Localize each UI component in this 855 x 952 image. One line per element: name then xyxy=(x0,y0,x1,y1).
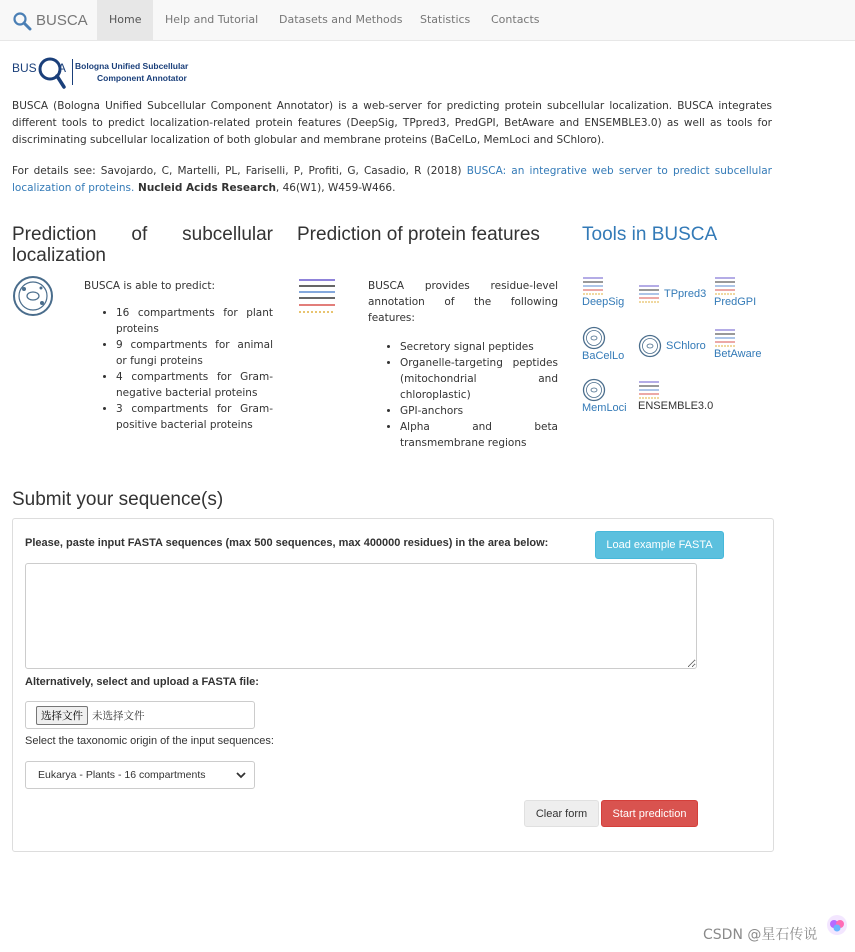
submit-title: Submit your sequence(s) xyxy=(12,489,224,510)
col3-title: Tools in BUSCA xyxy=(582,224,718,245)
file-input[interactable] xyxy=(25,701,255,729)
tool-label: TPpred3 xyxy=(664,288,707,300)
list-item: • Secretory signal peptides xyxy=(400,339,558,355)
nav-home[interactable]: Home xyxy=(97,0,153,40)
citation-journal: Nucleid Acids Research xyxy=(134,182,276,194)
list-item: • 9 compartments for animal or fungi proteins xyxy=(116,337,273,369)
submit-panel xyxy=(12,518,774,852)
taxonomy-label: Select the taxonomic origin of the input sequences: xyxy=(25,735,274,747)
sequence-features-icon xyxy=(298,278,336,314)
intro-paragraph: BUSCA (Bologna Unified Subcellular Component Annotator) is a web-server for predicting protein subcellular localization. BUSCA integrates different tools to predict localization-related protein features (DeepSig, TPpred3, PredGPI, BetAware and ENSEMBLE3.0) as well as tools for discriminating subcellular localization of both globular and membrane proteins (BaCelLo, MemLoci and SChloro). xyxy=(12,100,772,146)
start-prediction-button[interactable]: Start prediction xyxy=(601,800,698,827)
logo-divider xyxy=(72,59,73,85)
lines-icon xyxy=(638,380,660,400)
list-item: • 4 compartments for Gram-negative bacterial proteins xyxy=(116,369,273,401)
tool-label: BaCelLo xyxy=(582,350,625,362)
cell-icon xyxy=(638,334,662,358)
citation-prefix: For details see: Savojardo, C, Martelli, PL, Fariselli, P, Profiti, G, Casadio, R (2018) xyxy=(12,165,467,177)
tool-deepsig[interactable] xyxy=(582,276,624,308)
tool-memloci[interactable] xyxy=(582,378,627,414)
list-item: • GPI-anchors xyxy=(400,403,558,419)
magnifier-icon xyxy=(12,11,32,31)
taxonomy-selected: Eukarya - Plants - 16 compartments xyxy=(38,769,206,781)
navbar xyxy=(0,0,855,41)
tool-betaware[interactable] xyxy=(714,328,762,360)
nav-help-and-tutorial[interactable]: Help and Tutorial xyxy=(165,13,259,26)
floating-helper-icon[interactable] xyxy=(826,914,848,936)
file-status: 未选择文件 xyxy=(92,709,145,722)
tool-label: ENSEMBLE3.0 xyxy=(638,400,714,412)
tool-label: MemLoci xyxy=(582,402,627,414)
clear-form-button[interactable]: Clear form xyxy=(524,800,599,827)
col1-title-text: Prediction of subcellular localization xyxy=(12,224,273,266)
tool-label: PredGPI xyxy=(714,296,757,308)
list-item: • 3 compartments for Gram-positive bacterial proteins xyxy=(116,401,273,433)
lines-icon xyxy=(714,276,736,296)
tool-predgpi[interactable] xyxy=(714,276,756,308)
col1-intro: BUSCA is able to predict: xyxy=(84,280,216,292)
chevron-down-icon xyxy=(234,768,248,782)
col1-title xyxy=(12,224,273,266)
upload-label: Alternatively, select and upload a FASTA file: xyxy=(25,676,259,688)
lines-icon xyxy=(714,328,736,348)
tool-ensemble3 xyxy=(638,380,713,412)
list-item: • Alpha and beta transmembrane regions xyxy=(400,419,558,451)
logo-line2: Component Annotator xyxy=(97,73,187,83)
col2-intro: BUSCA provides residue-level annotation of the following features: xyxy=(368,280,558,324)
busca-logo xyxy=(12,55,202,91)
lines-icon xyxy=(638,284,660,304)
nav-contacts[interactable]: Contacts xyxy=(491,13,540,26)
tool-tppred3[interactable] xyxy=(638,284,706,304)
col2-title: Prediction of protein features xyxy=(297,224,540,245)
tool-bacello[interactable] xyxy=(582,326,624,362)
citation-link[interactable]: BUSCA: an integrative web server to predict subcellular localization of proteins. xyxy=(12,165,772,194)
list-item: • 16 compartments for plant proteins xyxy=(116,305,273,337)
list-item: • Organelle-targeting peptides (mitochondrial and chloroplastic) xyxy=(400,355,558,403)
tool-label: DeepSig xyxy=(582,296,625,308)
nav-datasets-and-methods[interactable]: Datasets and Methods xyxy=(279,13,403,26)
col1-list xyxy=(100,305,273,433)
logo-bus: BUS xyxy=(12,61,37,75)
cell-icon xyxy=(582,326,606,350)
brand-label: BUSCA xyxy=(36,12,88,29)
load-example-button[interactable]: Load example FASTA xyxy=(595,531,724,559)
watermark: CSDN @星石传说 xyxy=(703,927,818,943)
tool-label: SChloro xyxy=(666,340,706,352)
fasta-textarea[interactable] xyxy=(25,563,697,669)
col2-list xyxy=(384,339,558,451)
logo-a: A xyxy=(58,61,67,75)
lines-icon xyxy=(582,276,604,296)
choose-file-button[interactable]: 选择文件 xyxy=(36,706,88,725)
cell-icon xyxy=(12,275,54,317)
citation-suffix: , 46(W1), W459-W466. xyxy=(275,182,396,194)
citation-paragraph xyxy=(12,163,772,197)
cell-icon xyxy=(582,378,606,402)
nav-statistics[interactable]: Statistics xyxy=(420,13,471,26)
tool-label: BetAware xyxy=(714,348,762,360)
tool-schloro[interactable] xyxy=(638,334,706,358)
brand[interactable] xyxy=(12,0,88,41)
paste-label: Please, paste input FASTA sequences (max 500 sequences, max 400000 residues) in the area below: xyxy=(25,537,549,549)
taxonomy-select[interactable] xyxy=(25,761,255,789)
logo-line1: Bologna Unified Subcellular xyxy=(75,61,189,71)
